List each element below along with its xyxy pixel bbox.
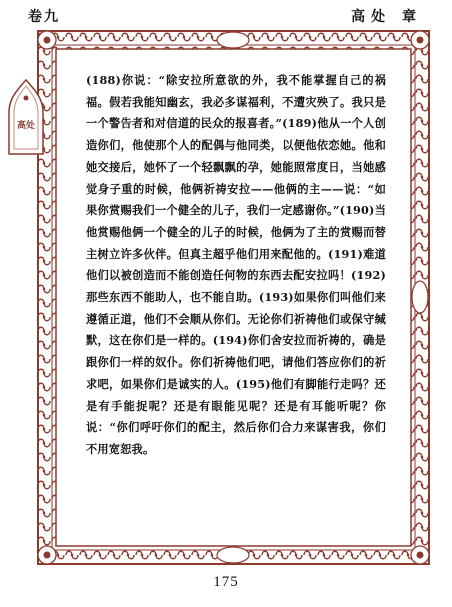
side-tab-ornament bbox=[5, 78, 47, 156]
body-text: (188)你说：“除安拉所意欲的外，我不能掌握自己的祸福。假若我能知幽玄，我必多谋福利，不遭灾殃了。我只是一个警告者和对信道的民众的报喜者。”(189)他从一个人创造你们，他使那个人的配偶与他同类，以便他依恋她。他和她交接后，她怀了一个轻飘飘的孕，她能照常度日，当她感觉身子重的时候，他俩祈祷安拉——他俩的主——说：“如果你赏赐我们一个健全的儿子，我们一定感谢你。”(190)当他赏赐他俩一个健全的儿子的时候，他俩为了主的赏赐而替主树立许多伙伴。但真主超乎他们用来配他的。(191)难道他们以被创造而不能创造任何物的东西去配安拉吗！(192)那些东西不能助人，也不能自助。(193)如果你们叫他们来遵循正道，他们不会顺从你们。无论你们祈祷他们或保守缄默，这在你们是一样的。(194)你们舍安拉而祈祷的，确是跟你们一样的奴仆。你们祈祷他们吧，请他们答应你们的祈求吧，如果你们是诚实的人。(195)他们有脚能行走吗？还是有手能捉呢？还是有眼能见呢？还是有耳能听呢？你说：“你们呼吁你们的配主，然后你们合力来谋害我，你们不用宽恕我。 bbox=[86, 73, 386, 456]
chapter-side-tab bbox=[5, 78, 47, 156]
side-tab-label: 高处 bbox=[16, 121, 35, 131]
header-volume: 卷九 bbox=[28, 9, 60, 25]
page-number: 175 bbox=[213, 574, 239, 590]
header-chapter: 高处 章 bbox=[351, 9, 422, 25]
page-body bbox=[86, 70, 386, 461]
